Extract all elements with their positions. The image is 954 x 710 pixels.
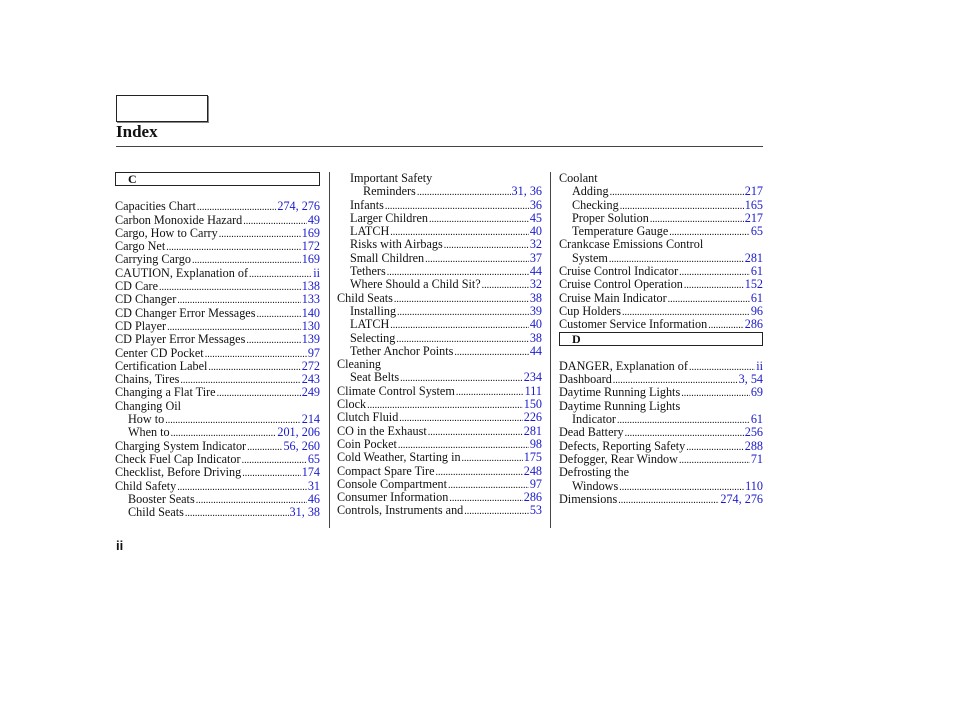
page-link[interactable]: 98 [529, 436, 542, 451]
index-entry[interactable] [559, 292, 763, 305]
entry-label: Capacities Chart [115, 199, 196, 214]
entry-label: Defogger, Rear Window [559, 451, 678, 466]
index-entry [559, 238, 763, 251]
entry-label: Child Seats [337, 290, 393, 305]
page-link[interactable]: 110 [745, 478, 763, 493]
index-entry[interactable] [115, 453, 320, 466]
entry-label: Larger Children [350, 210, 428, 225]
entry-label: Cold Weather, Starting in [337, 450, 461, 465]
entry-label: Tether Anchor Points [350, 343, 454, 358]
index-subentry[interactable] [337, 212, 542, 225]
dot-leader [219, 227, 301, 241]
index-entry[interactable] [115, 293, 320, 306]
page-link[interactable]: 169 [301, 252, 320, 267]
entry-label: Infants [350, 197, 384, 212]
dot-leader [679, 265, 750, 279]
entry-label: LATCH [350, 224, 390, 239]
dot-leader [159, 280, 301, 294]
page-link[interactable]: 201, 206 [277, 425, 320, 440]
entry-label: Cruise Main Indicator [559, 290, 667, 305]
index-subentry[interactable] [115, 413, 320, 426]
entry-label: Reminders [363, 184, 416, 199]
page-link[interactable]: 36 [529, 197, 542, 212]
entry-label: Indicator [572, 412, 616, 427]
index-subentry[interactable] [337, 199, 542, 212]
page-link[interactable]: 286 [523, 490, 542, 505]
entry-label: Check Fuel Cap Indicator [115, 451, 241, 466]
page-link[interactable]: 248 [523, 463, 542, 478]
index-subentry[interactable] [337, 345, 542, 358]
index-entry[interactable] [337, 398, 542, 411]
spacer [559, 347, 763, 360]
page-link[interactable]: 31, 38 [289, 505, 320, 520]
page-link[interactable]: 38 [529, 330, 542, 345]
index-entry[interactable] [115, 200, 320, 213]
column-divider-1 [329, 172, 330, 528]
entry-label: Where Should a Child Sit? [350, 277, 481, 292]
page-link[interactable]: 38 [529, 290, 542, 305]
dot-leader [610, 185, 744, 199]
page-link[interactable]: 44 [529, 343, 542, 358]
entry-label: Coolant [559, 171, 598, 185]
index-entry[interactable] [115, 280, 320, 293]
page-link[interactable]: 40 [529, 317, 542, 332]
index-subentry[interactable] [559, 252, 763, 265]
entry-label: Defects, Reporting Safety [559, 438, 686, 453]
entry-label: Seat Belts [350, 370, 400, 385]
entry-label: Windows [572, 478, 619, 493]
index-subentry[interactable] [337, 371, 542, 384]
page-link[interactable]: 139 [301, 332, 320, 347]
entry-label: CD Changer Error Messages [115, 305, 256, 320]
index-entry[interactable] [559, 493, 763, 506]
entry-label: Center CD Pocket [115, 345, 204, 360]
dot-leader [242, 466, 300, 480]
entry-label: Consumer Information [337, 490, 449, 505]
page-link[interactable]: 256 [744, 425, 763, 440]
dot-leader [686, 440, 743, 454]
page-link[interactable]: 61 [750, 412, 763, 427]
page-link[interactable]: 39 [529, 303, 542, 318]
dot-leader [456, 385, 524, 399]
page-link[interactable]: ii [756, 358, 763, 373]
entry-label: Carbon Monoxide Hazard [115, 212, 243, 227]
index-entry[interactable] [115, 333, 320, 346]
entry-label: Adding [572, 184, 609, 199]
page-link[interactable]: 71 [750, 451, 763, 466]
index-entry[interactable] [115, 214, 320, 227]
index-entry[interactable] [115, 440, 320, 453]
entry-label: How to [128, 412, 165, 427]
entry-label: Daytime Running Lights [559, 398, 681, 413]
index-entry[interactable] [115, 466, 320, 479]
page-link[interactable]: 49 [307, 212, 320, 227]
dot-leader [679, 453, 750, 467]
page-link[interactable]: 217 [744, 210, 763, 225]
entry-label: Controls, Instruments and [337, 503, 464, 518]
entry-label: Charging System Indicator [115, 438, 247, 453]
index-entry [337, 358, 542, 371]
page-link[interactable]: 32 [529, 277, 542, 292]
entry-label: Defrosting the [559, 465, 630, 480]
index-subentry[interactable] [337, 332, 542, 345]
dot-leader [242, 453, 307, 467]
page-link[interactable]: 31, 36 [511, 184, 542, 199]
index-subentry[interactable] [115, 493, 320, 506]
entry-label: Coin Pocket [337, 436, 397, 451]
page-link[interactable]: 44 [529, 264, 542, 279]
page-link[interactable]: 53 [529, 503, 542, 518]
entry-label: Small Children [350, 250, 425, 265]
dot-leader [482, 278, 529, 292]
index-entry[interactable] [559, 386, 763, 399]
dot-leader [390, 318, 529, 332]
index-subentry[interactable] [337, 185, 542, 198]
entry-label: System [572, 250, 608, 265]
entry-label: Risks with Airbags [350, 237, 443, 252]
entry-label: Chains, Tires [115, 372, 180, 387]
index-entry [337, 172, 542, 185]
page-link[interactable]: 172 [301, 239, 320, 254]
dot-leader [256, 307, 300, 321]
index-entry[interactable] [337, 465, 542, 478]
page-link[interactable]: 56, 260 [283, 438, 320, 453]
entry-label: CO in the Exhaust [337, 423, 427, 438]
page-link[interactable]: 40 [529, 224, 542, 239]
dot-leader [205, 347, 307, 361]
entry-label: LATCH [350, 317, 390, 332]
dot-leader [217, 386, 301, 400]
index-entry[interactable] [115, 227, 320, 240]
page-link[interactable]: 140 [301, 305, 320, 320]
index-entry [559, 466, 763, 479]
entry-label: Certification Label [115, 358, 208, 373]
index-subentry[interactable] [337, 238, 542, 251]
entry-label: Changing Oil [115, 398, 182, 413]
entry-label: Checking [572, 197, 619, 212]
entry-label: Clock [337, 397, 367, 412]
entry-label: When to [128, 425, 170, 440]
entry-label: CD Care [115, 279, 158, 294]
entry-label: Changing a Flat Tire [115, 385, 216, 400]
page-link[interactable]: 69 [750, 385, 763, 400]
entry-label: Cruise Control Operation [559, 277, 683, 292]
dot-leader [464, 504, 529, 518]
index-entry[interactable] [115, 240, 320, 253]
page-link[interactable]: 169 [301, 225, 320, 240]
page-link[interactable]: 130 [301, 318, 320, 333]
index-entry[interactable] [337, 451, 542, 464]
index-entry[interactable] [115, 347, 320, 360]
index-subentry[interactable] [337, 305, 542, 318]
index-entry[interactable] [115, 267, 320, 280]
index-entry[interactable] [115, 320, 320, 333]
dot-leader [394, 292, 529, 306]
index-entry[interactable] [337, 411, 542, 424]
entry-label: Temperature Gauge [572, 224, 669, 239]
entry-label: Dashboard [559, 372, 612, 387]
page-link[interactable]: 65 [750, 224, 763, 239]
page-link[interactable]: 274, 276 [720, 491, 763, 506]
entry-label: Cleaning [337, 357, 382, 372]
index-entry[interactable] [337, 292, 542, 305]
page-link[interactable]: 274, 276 [277, 199, 320, 214]
page-link[interactable]: 288 [744, 438, 763, 453]
page-link[interactable]: 272 [301, 358, 320, 373]
page-link[interactable]: 37 [529, 250, 542, 265]
page-link[interactable]: 152 [744, 277, 763, 292]
index-subentry[interactable] [115, 426, 320, 439]
index-entry[interactable] [115, 360, 320, 373]
page-link[interactable]: 65 [307, 451, 320, 466]
entry-label: Daytime Running Lights [559, 385, 681, 400]
section-letter-heading: D [559, 332, 763, 346]
entry-label: Tethers [350, 264, 386, 279]
entry-label: CD Changer [115, 292, 177, 307]
header-divider [116, 146, 763, 147]
page-link[interactable]: 174 [301, 465, 320, 480]
entry-label: Child Safety [115, 478, 177, 493]
dot-leader [208, 360, 300, 374]
page-link[interactable]: 3, 54 [738, 372, 763, 387]
dot-leader [436, 465, 523, 479]
index-column-2 [337, 172, 542, 518]
page-link[interactable]: 281 [523, 423, 542, 438]
dot-leader [397, 305, 529, 319]
dot-leader [708, 318, 743, 332]
entry-label: CD Player Error Messages [115, 332, 246, 347]
index-subentry[interactable] [559, 199, 763, 212]
index-entry [559, 400, 763, 413]
page-link[interactable]: 32 [529, 237, 542, 252]
entry-label: Installing [350, 303, 397, 318]
page-link[interactable]: 61 [750, 290, 763, 305]
entry-label: Cargo Net [115, 239, 166, 254]
dot-leader [246, 333, 300, 347]
index-entry[interactable] [559, 360, 763, 373]
page-link[interactable]: 61 [750, 264, 763, 279]
entry-label: Checklist, Before Driving [115, 465, 242, 480]
dot-leader [425, 252, 529, 266]
page-link[interactable]: 165 [744, 197, 763, 212]
index-entry[interactable] [559, 373, 763, 386]
index-entry[interactable] [559, 440, 763, 453]
index-entry[interactable] [115, 480, 320, 493]
index-entry[interactable] [559, 278, 763, 291]
index-subentry[interactable] [337, 318, 542, 331]
page-link[interactable]: ii [313, 265, 320, 280]
page-link[interactable]: 234 [523, 370, 542, 385]
index-entry[interactable] [115, 307, 320, 320]
index-entry[interactable] [559, 265, 763, 278]
dot-leader [448, 478, 529, 492]
page-title: Index [116, 122, 158, 141]
index-subentry[interactable] [559, 185, 763, 198]
index-entry[interactable] [559, 305, 763, 318]
spacer [115, 187, 320, 200]
index-entry[interactable] [115, 253, 320, 266]
page-link[interactable]: 46 [307, 491, 320, 506]
dot-leader [417, 185, 511, 199]
page-link[interactable]: 97 [529, 476, 542, 491]
page-link[interactable]: 138 [301, 279, 320, 294]
index-entry[interactable] [337, 385, 542, 398]
index-entry[interactable] [337, 491, 542, 504]
index-subentry[interactable] [559, 413, 763, 426]
index-entry[interactable] [559, 318, 763, 331]
entry-label: CAUTION, Explanation of [115, 265, 249, 280]
page-link[interactable]: 31 [307, 478, 320, 493]
entry-label: Clutch Fluid [337, 410, 399, 425]
dot-leader [668, 292, 750, 306]
index-entry [115, 400, 320, 413]
page-link[interactable]: 243 [301, 372, 320, 387]
entry-label: Console Compartment [337, 476, 448, 491]
index-entry[interactable] [337, 438, 542, 451]
entry-label: Booster Seats [128, 491, 195, 506]
dot-leader [428, 425, 523, 439]
index-entry[interactable] [559, 426, 763, 439]
index-subentry[interactable] [559, 480, 763, 493]
index-entry[interactable] [115, 386, 320, 399]
entry-label: CD Player [115, 318, 167, 333]
index-entry[interactable] [337, 478, 542, 491]
index-column-1 [115, 172, 320, 519]
entry-label: Cruise Control Indicator [559, 264, 679, 279]
index-entry[interactable] [337, 425, 542, 438]
entry-label: Important Safety [350, 171, 433, 185]
page-link[interactable]: 217 [744, 184, 763, 199]
entry-label: DANGER, Explanation of [559, 358, 688, 373]
index-entry[interactable] [115, 373, 320, 386]
page-link[interactable]: 281 [744, 250, 763, 265]
index-subentry[interactable] [337, 225, 542, 238]
column-divider-2 [550, 172, 551, 528]
dot-leader [618, 493, 719, 507]
dot-leader [684, 278, 744, 292]
page-link[interactable]: 111 [524, 383, 542, 398]
index-entry [559, 172, 763, 185]
page-link[interactable]: 175 [523, 450, 542, 465]
dot-leader [429, 212, 529, 226]
entry-label: Child Seats [128, 505, 184, 520]
page-link[interactable]: 96 [750, 303, 763, 318]
dot-leader [177, 480, 307, 494]
index-column-3 [559, 172, 763, 506]
page-link[interactable]: 150 [523, 397, 542, 412]
index-subentry[interactable] [337, 265, 542, 278]
dot-leader [444, 238, 529, 252]
entry-label: Dimensions [559, 491, 618, 506]
page-number: ii [116, 538, 124, 553]
dot-leader [462, 451, 523, 465]
entry-label: Crankcase Emissions Control [559, 237, 704, 252]
page-link[interactable]: 133 [301, 292, 320, 307]
entry-label: Dead Battery [559, 425, 624, 440]
dot-leader [243, 214, 307, 228]
entry-label: Cup Holders [559, 303, 621, 318]
entry-label: Climate Control System [337, 383, 455, 398]
page-link[interactable]: 45 [529, 210, 542, 225]
index-subentry[interactable] [559, 225, 763, 238]
entry-label: Proper Solution [572, 210, 649, 225]
section-letter-heading: C [115, 172, 320, 186]
page-link[interactable]: 249 [301, 385, 320, 400]
entry-label: Carrying Cargo [115, 252, 191, 267]
page-link[interactable]: 286 [744, 317, 763, 332]
index-subentry[interactable] [337, 278, 542, 291]
index-entry[interactable] [337, 504, 542, 517]
entry-label: Compact Spare Tire [337, 463, 435, 478]
entry-label: Customer Service Information [559, 317, 708, 332]
dot-leader [617, 413, 750, 427]
dot-leader [681, 386, 750, 400]
entry-label: Selecting [350, 330, 396, 345]
entry-label: Cargo, How to Carry [115, 225, 218, 240]
page-link[interactable]: 214 [301, 412, 320, 427]
index-subentry[interactable] [115, 506, 320, 519]
dot-leader [247, 440, 282, 454]
contents-nav-button[interactable] [116, 95, 208, 122]
dot-leader [185, 506, 289, 520]
index-subentry[interactable] [337, 252, 542, 265]
index-entry[interactable] [559, 453, 763, 466]
index-subentry[interactable] [559, 212, 763, 225]
page-link[interactable]: 226 [523, 410, 542, 425]
dot-leader [454, 345, 528, 359]
page-link[interactable]: 97 [307, 345, 320, 360]
